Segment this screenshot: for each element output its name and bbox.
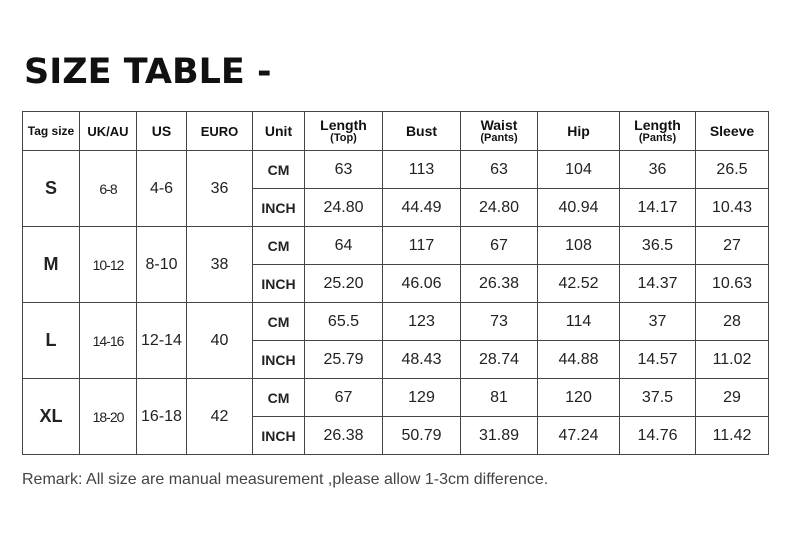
header-bust: Bust (383, 112, 461, 151)
length-pants-cell: 37 (620, 303, 696, 341)
length-top-cell: 64 (305, 227, 383, 265)
bust-cell: 113 (383, 151, 461, 189)
header-ukau: UK/AU (80, 112, 137, 151)
header-hip: Hip (538, 112, 620, 151)
table-row (23, 303, 769, 341)
hip-cell: 120 (538, 379, 620, 417)
bust-cell: 46.06 (383, 265, 461, 303)
ukau-cell: 18-20 (80, 379, 137, 455)
header-tag-size: Tag size (23, 112, 80, 151)
size-cell: XL (23, 379, 80, 455)
unit-cell: CM (253, 379, 305, 417)
table-row (23, 151, 769, 189)
header-sleeve: Sleeve (696, 112, 769, 151)
ukau-cell: 14-16 (80, 303, 137, 379)
bust-cell: 44.49 (383, 189, 461, 227)
unit-cell: CM (253, 227, 305, 265)
remark-note: Remark: All size are manual measurement ,please allow 1-3cm difference. (22, 471, 549, 488)
header-row (23, 112, 769, 151)
bust-cell: 50.79 (383, 417, 461, 455)
waist-cell: 26.38 (461, 265, 538, 303)
sleeve-cell: 11.02 (696, 341, 769, 379)
us-cell: 16-18 (137, 379, 187, 455)
unit-cell: INCH (253, 417, 305, 455)
sleeve-cell: 28 (696, 303, 769, 341)
header-length-pants: Length (Pants) (620, 112, 696, 151)
euro-cell: 38 (187, 227, 253, 303)
unit-cell: INCH (253, 189, 305, 227)
bust-cell: 117 (383, 227, 461, 265)
length-pants-cell: 14.37 (620, 265, 696, 303)
us-cell: 4-6 (137, 151, 187, 227)
hip-cell: 40.94 (538, 189, 620, 227)
length-pants-cell: 36.5 (620, 227, 696, 265)
sleeve-cell: 11.42 (696, 417, 769, 455)
sleeve-cell: 26.5 (696, 151, 769, 189)
sleeve-cell: 10.43 (696, 189, 769, 227)
ukau-cell: 10-12 (80, 227, 137, 303)
table-row (23, 379, 769, 417)
hip-cell: 42.52 (538, 265, 620, 303)
header-euro: EURO (187, 112, 253, 151)
waist-cell: 24.80 (461, 189, 538, 227)
length-pants-cell: 14.57 (620, 341, 696, 379)
length-top-cell: 65.5 (305, 303, 383, 341)
us-cell: 8-10 (137, 227, 187, 303)
unit-cell: INCH (253, 341, 305, 379)
size-cell: L (23, 303, 80, 379)
waist-cell: 63 (461, 151, 538, 189)
bust-cell: 123 (383, 303, 461, 341)
ukau-cell: 6-8 (80, 151, 137, 227)
size-cell: M (23, 227, 80, 303)
length-top-cell: 25.20 (305, 265, 383, 303)
header-waist: Waist (Pants) (461, 112, 538, 151)
waist-cell: 31.89 (461, 417, 538, 455)
hip-cell: 104 (538, 151, 620, 189)
header-length-top: Length (Top) (305, 112, 383, 151)
size-cell: S (23, 151, 80, 227)
length-top-cell: 26.38 (305, 417, 383, 455)
hip-cell: 114 (538, 303, 620, 341)
length-pants-cell: 37.5 (620, 379, 696, 417)
unit-cell: CM (253, 151, 305, 189)
header-unit: Unit (253, 112, 305, 151)
waist-cell: 73 (461, 303, 538, 341)
waist-cell: 28.74 (461, 341, 538, 379)
waist-cell: 81 (461, 379, 538, 417)
length-top-cell: 67 (305, 379, 383, 417)
bust-cell: 48.43 (383, 341, 461, 379)
page-title: SIZE TABLE - (24, 52, 272, 92)
hip-cell: 44.88 (538, 341, 620, 379)
unit-cell: INCH (253, 265, 305, 303)
euro-cell: 36 (187, 151, 253, 227)
table-row (23, 227, 769, 265)
length-top-cell: 63 (305, 151, 383, 189)
size-table (22, 111, 769, 455)
length-pants-cell: 36 (620, 151, 696, 189)
length-pants-cell: 14.76 (620, 417, 696, 455)
length-top-cell: 25.79 (305, 341, 383, 379)
waist-cell: 67 (461, 227, 538, 265)
hip-cell: 47.24 (538, 417, 620, 455)
sleeve-cell: 29 (696, 379, 769, 417)
sleeve-cell: 10.63 (696, 265, 769, 303)
length-pants-cell: 14.17 (620, 189, 696, 227)
sleeve-cell: 27 (696, 227, 769, 265)
us-cell: 12-14 (137, 303, 187, 379)
bust-cell: 129 (383, 379, 461, 417)
euro-cell: 40 (187, 303, 253, 379)
length-top-cell: 24.80 (305, 189, 383, 227)
unit-cell: CM (253, 303, 305, 341)
euro-cell: 42 (187, 379, 253, 455)
header-us: US (137, 112, 187, 151)
hip-cell: 108 (538, 227, 620, 265)
